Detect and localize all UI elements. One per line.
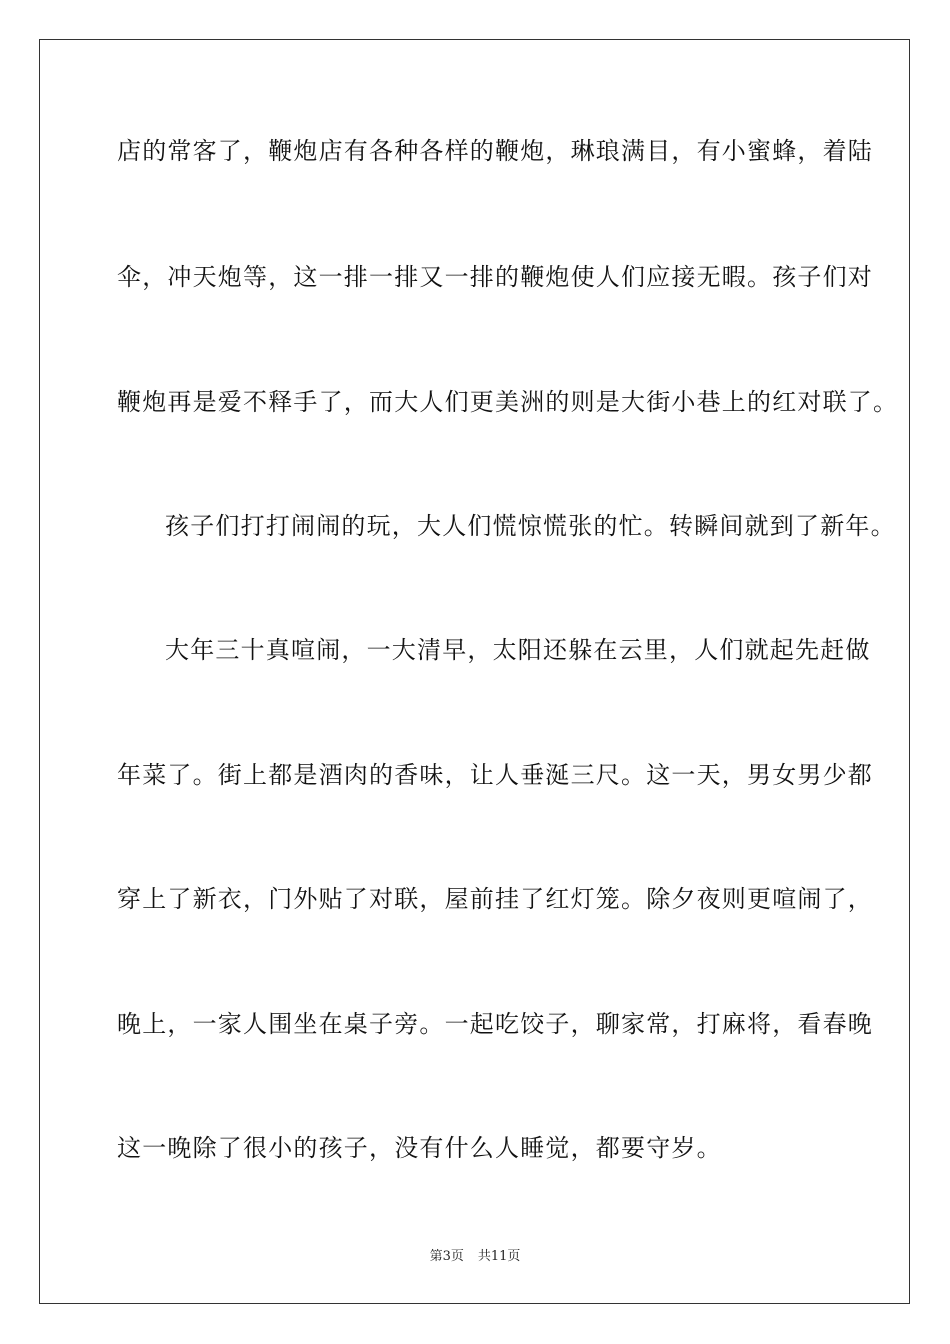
page-number: 第3页 (429, 1249, 464, 1264)
text-line-1: 店的常客了，鞭炮店有各种各样的鞭炮，琳琅满目，有小蜜蜂，着陆 (117, 137, 873, 165)
text-line-6: 年菜了。街上都是酒肉的香味，让人垂涎三尺。这一天，男女男少都 (117, 761, 873, 789)
total-pages: 共11页 (477, 1249, 521, 1264)
text-line-9: 这一晚除了很小的孩子，没有什么人睡觉，都要守岁。 (117, 1134, 722, 1162)
paragraph-start-line-5: 大年三十真喧闹，一大清早，太阳还躲在云里，人们就起先赶做 (165, 636, 871, 664)
text-line-3: 鞭炮再是爱不释手了，而大人们更美洲的则是大街小巷上的红对联了。 (117, 388, 899, 416)
text-line-2: 伞，冲天炮等，这一排一排又一排的鞭炮使人们应接无暇。孩子们对 (117, 263, 873, 291)
text-line-7: 穿上了新衣，门外贴了对联，屋前挂了红灯笼。除夕夜则更喧闹了， (117, 885, 873, 913)
page-footer (0, 1248, 950, 1266)
paragraph-start-line-4: 孩子们打打闹闹的玩，大人们慌惊慌张的忙。转瞬间就到了新年。 (165, 512, 896, 540)
text-line-8: 晚上，一家人围坐在桌子旁。一起吃饺子，聊家常，打麻将，看春晚 (117, 1010, 873, 1038)
page-border (39, 39, 910, 1304)
